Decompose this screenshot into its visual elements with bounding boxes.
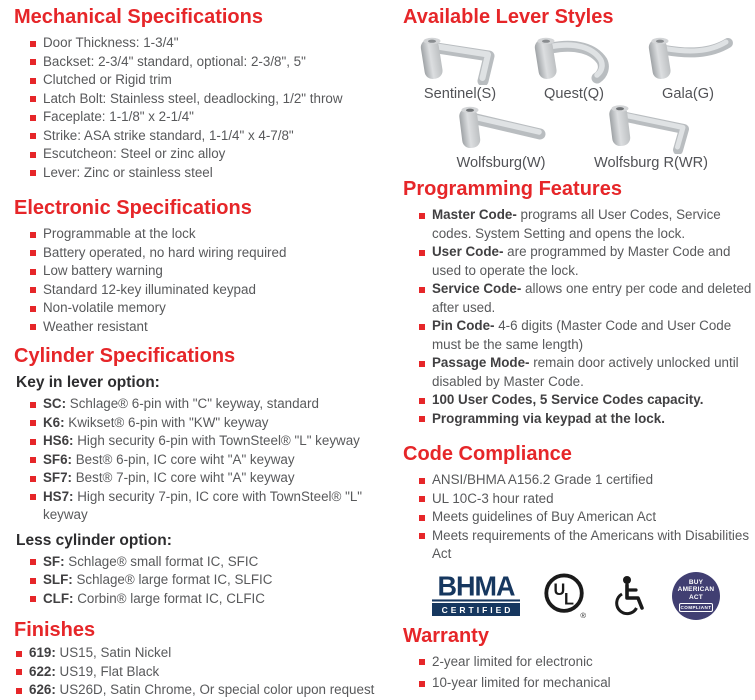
item-lead: User Code- — [432, 244, 504, 259]
ul-listed-icon — [542, 572, 588, 620]
bullet-icon — [30, 232, 36, 238]
item-text: Meets guidelines of Buy American Act — [432, 509, 657, 524]
bullet-icon — [30, 596, 36, 602]
lever-row-2 — [403, 104, 749, 171]
lever-sentinel — [403, 33, 517, 102]
baa-compliant-band: COMPLIANT — [679, 603, 713, 612]
list-item — [419, 653, 755, 672]
list-item — [419, 354, 755, 391]
bullet-icon — [30, 324, 36, 330]
section-code-compliance — [403, 443, 749, 620]
bullet-icon — [30, 41, 36, 47]
lever-gala-icon — [638, 33, 738, 85]
lever-quest-icon — [524, 33, 624, 85]
bullet-icon — [419, 681, 425, 687]
list-item — [419, 243, 755, 280]
item-text: High security 6-pin with TownSteel® "L" keyway — [73, 433, 360, 448]
section-electronic — [14, 197, 394, 336]
lever-row-1 — [403, 33, 749, 102]
item-code: 626: — [29, 682, 56, 697]
bullet-icon — [16, 688, 22, 694]
item-text: Schlage® small format IC, SFIC — [64, 553, 259, 569]
lever-label: Gala(G) — [662, 86, 714, 102]
bullet-icon — [30, 269, 36, 275]
bullet-icon — [30, 439, 36, 445]
list-item — [30, 318, 394, 337]
section-title-warranty: Warranty — [403, 624, 489, 647]
lever-label: Sentinel(S) — [423, 86, 497, 102]
item-lead: 100 User Codes, 5 Service Codes capacity. — [432, 392, 704, 407]
lever-label: Wolfsburg R(WR) — [593, 155, 709, 171]
warranty-list — [403, 653, 749, 693]
list-item — [30, 164, 394, 183]
item-code: K6: — [43, 414, 65, 430]
bhma-certified-logo — [432, 570, 520, 616]
item-lead: Programming via keypad at the lock. — [432, 410, 665, 426]
svg-text:U: U — [553, 580, 566, 599]
list-item — [16, 644, 394, 663]
bullet-icon — [419, 398, 425, 404]
bullet-icon — [419, 361, 425, 367]
item-text: Faceplate: 1-1/8" x 2-1/4" — [43, 109, 194, 124]
item-code: HS6: — [43, 433, 74, 448]
list-item — [30, 71, 394, 90]
list-item — [30, 145, 394, 164]
list-item — [30, 225, 394, 244]
item-text: allows one entry per code and deleted after used. — [432, 281, 752, 315]
section-title-cylinder: Cylinder Specifications — [14, 345, 236, 367]
item-text: Corbin® large format IC, CLFIC — [73, 590, 265, 606]
mechanical-list — [14, 34, 394, 182]
item-lead: Passage Mode- — [432, 355, 530, 370]
item-text: are programmed by Master Code and used to operate the lock. — [432, 244, 731, 278]
bullet-icon — [419, 287, 425, 293]
section-title-finishes: Finishes — [14, 619, 96, 641]
item-text: UL 10C-3 hour rated — [432, 490, 554, 506]
baa-line: ACT — [689, 593, 703, 601]
bullet-icon — [30, 250, 36, 256]
item-text: Meets requirements of the Americans with Disabilities Act — [432, 527, 750, 561]
certification-logos — [403, 572, 749, 620]
list-item — [30, 262, 394, 281]
compliance-list — [403, 471, 749, 564]
svg-text:L: L — [564, 590, 574, 609]
item-text: US26D, Satin Chrome, Or special color upon request — [55, 682, 375, 697]
buy-american-act-badge — [672, 572, 720, 620]
item-code: 622: — [29, 663, 56, 679]
bullet-icon — [419, 533, 425, 539]
list-item — [30, 590, 394, 609]
bullet-icon — [30, 287, 36, 293]
lever-label: Quest(Q) — [543, 86, 604, 102]
lever-quest — [517, 33, 631, 102]
lever-gala — [631, 33, 745, 102]
item-text: Low battery warning — [43, 263, 163, 278]
item-text: Schlage® 6-pin with "C" keyway, standard — [66, 396, 319, 411]
left-column — [14, 6, 394, 700]
item-text: Clutched or Rigid trim — [43, 72, 172, 87]
lever-wolfsburg-icon — [446, 104, 556, 154]
list-item — [30, 451, 394, 470]
bullet-icon — [419, 659, 425, 665]
cylinder-key-subtitle: Key in lever option: — [16, 374, 160, 391]
bullet-icon — [30, 476, 36, 482]
bullet-icon — [30, 78, 36, 84]
bullet-icon — [30, 170, 36, 176]
section-title-code-compliance: Code Compliance — [403, 443, 572, 465]
section-title-mechanical: Mechanical Specifications — [14, 6, 263, 28]
item-text: Best® 6-pin, IC core wiht "A" keyway — [72, 451, 295, 467]
bullet-icon — [30, 457, 36, 463]
item-text: Weather resistant — [43, 318, 148, 334]
item-code: HS7: — [43, 488, 74, 504]
item-lead: Service Code- — [432, 281, 522, 296]
bullet-icon — [419, 324, 425, 330]
bullet-icon — [30, 59, 36, 65]
item-code: SF6: — [43, 451, 73, 467]
item-text: Non-volatile memory — [43, 300, 166, 315]
list-item — [16, 681, 394, 700]
bullet-icon — [419, 515, 425, 521]
baa-line: AMERICAN — [677, 586, 715, 594]
section-cylinder — [14, 345, 394, 608]
section-mechanical — [14, 6, 394, 182]
list-item — [419, 410, 755, 429]
item-text: Schlage® large format IC, SLFIC — [72, 572, 273, 587]
bullet-icon — [419, 496, 425, 502]
item-code: CLF: — [43, 590, 74, 606]
item-text: Best® 7-pin, IC core wiht "A" keyway — [72, 470, 295, 485]
lever-label: Wolfsburg(W) — [456, 155, 546, 171]
item-code: SLF: — [43, 572, 73, 587]
ada-wheelchair-icon — [610, 574, 650, 618]
lever-sentinel-icon — [410, 33, 510, 85]
cylinder-key-list — [14, 395, 394, 525]
item-text: Battery operated, no hard wiring required — [43, 244, 287, 260]
section-title-lever-styles: Available Lever Styles — [403, 6, 614, 28]
list-item — [419, 471, 755, 490]
list-item — [419, 508, 755, 527]
right-column — [403, 6, 752, 693]
item-text: Strike: ASA strike standard, 1-1/4" x 4-7/8" — [43, 127, 294, 143]
section-finishes — [14, 619, 394, 700]
item-code: SF: — [43, 553, 65, 569]
item-text: remain door actively unlocked until disabled by Master Code. — [432, 355, 739, 389]
programming-list — [403, 206, 752, 428]
bullet-icon — [419, 478, 425, 484]
electronic-list — [14, 225, 394, 336]
item-text: Standard 12-key illuminated keypad — [43, 281, 256, 297]
lever-wolfsburg — [426, 104, 576, 171]
section-lever-styles — [403, 6, 749, 171]
list-item — [30, 488, 394, 525]
bullet-icon — [30, 420, 36, 426]
bhma-certified-bar: CERTIFIED — [432, 603, 520, 616]
cylinder-less-list — [14, 553, 394, 609]
list-item — [30, 414, 394, 433]
baa-line: BUY — [688, 578, 704, 586]
list-item — [419, 674, 755, 693]
section-title-electronic: Electronic Specifications — [14, 197, 252, 219]
item-text: 10-year limited for mechanical — [432, 675, 611, 690]
bhma-wordmark: BHMA — [432, 574, 520, 601]
list-item — [30, 34, 394, 53]
list-item — [419, 280, 755, 317]
item-text: US19, Flat Black — [55, 663, 160, 679]
item-text: 2-year limited for electronic — [432, 653, 593, 669]
list-item — [30, 127, 394, 146]
bullet-icon — [30, 152, 36, 158]
section-programming — [403, 178, 752, 428]
bullet-icon — [16, 669, 22, 675]
item-text: Latch Bolt: Stainless steel, deadlocking, 1/2" throw — [43, 90, 343, 106]
bullet-icon — [30, 578, 36, 584]
bullet-icon — [30, 559, 36, 565]
bullet-icon — [30, 494, 36, 500]
lever-wolfsburg-r — [576, 104, 726, 171]
item-text: Door Thickness: 1-3/4" — [43, 35, 179, 50]
lever-wolfsburg-r-icon — [596, 104, 706, 154]
list-item — [419, 391, 755, 410]
list-item — [30, 281, 394, 300]
item-text: 4-6 digits (Master Code and User Code must be the same length) — [432, 318, 732, 352]
section-warranty — [403, 625, 749, 693]
item-code: SF7: — [43, 470, 73, 485]
list-item — [30, 53, 394, 72]
item-text: programs all User Codes, Service codes. System Setting and opens the lock. — [432, 207, 721, 241]
list-item — [30, 395, 394, 414]
bullet-icon — [30, 115, 36, 121]
bullet-icon — [419, 250, 425, 256]
bullet-icon — [30, 96, 36, 102]
list-item — [419, 490, 755, 509]
list-item — [419, 206, 755, 243]
item-text: ANSI/BHMA A156.2 Grade 1 certified — [432, 472, 654, 487]
item-text: Programmable at the lock — [43, 226, 196, 241]
item-text: Escutcheon: Steel or zinc alloy — [43, 146, 226, 161]
list-item — [30, 244, 394, 263]
item-text: Backset: 2-3/4" standard, optional: 2-3/8", 5" — [43, 53, 306, 69]
item-text: Kwikset® 6-pin with "KW" keyway — [64, 414, 269, 430]
list-item — [30, 432, 394, 451]
list-item — [30, 553, 394, 572]
cylinder-less-subtitle: Less cylinder option: — [16, 531, 172, 549]
svg-text:®: ® — [580, 610, 586, 620]
list-item — [30, 571, 394, 590]
bullet-icon — [419, 213, 425, 219]
list-item — [30, 469, 394, 488]
item-code: 619: — [29, 645, 56, 660]
finishes-list — [14, 644, 394, 700]
bullet-icon — [30, 306, 36, 312]
item-code: SC: — [43, 396, 67, 411]
item-text: High security 7-pin, IC core with TownSteel® "L" keyway — [43, 488, 363, 522]
list-item — [419, 527, 755, 564]
item-lead: Master Code- — [432, 207, 517, 222]
section-title-programming: Programming Features — [403, 178, 622, 200]
bullet-icon — [16, 651, 22, 657]
item-text: Lever: Zinc or stainless steel — [43, 164, 213, 180]
list-item — [16, 663, 394, 682]
bullet-icon — [30, 133, 36, 139]
item-text: US15, Satin Nickel — [55, 645, 172, 660]
list-item — [30, 90, 394, 109]
list-item — [30, 299, 394, 318]
list-item — [419, 317, 755, 354]
item-lead: Pin Code- — [432, 318, 495, 333]
bullet-icon — [30, 402, 36, 408]
bullet-icon — [419, 416, 425, 422]
list-item — [30, 108, 394, 127]
